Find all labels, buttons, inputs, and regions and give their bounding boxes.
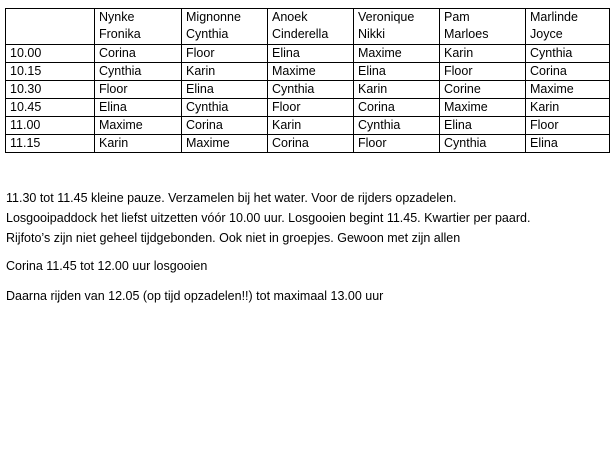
header-cell-group <box>182 9 268 45</box>
table-cell: Karin <box>182 63 268 81</box>
table-cell: Corina <box>354 99 440 117</box>
header-cell-group <box>95 9 182 45</box>
table-cell: Corina <box>182 117 268 135</box>
table-row <box>6 117 610 135</box>
table-cell: Elina <box>268 45 354 63</box>
header-cell-time <box>6 9 95 45</box>
header-name: Mignonne <box>186 10 241 24</box>
time-cell: 10.30 <box>6 81 95 99</box>
header-name: Anoek <box>272 10 308 24</box>
time-cell: 11.00 <box>6 117 95 135</box>
table-cell: Maxime <box>440 99 526 117</box>
table-row <box>6 63 610 81</box>
table-cell: Karin <box>354 81 440 99</box>
lunge-time-paragraph: Corina 11.45 tot 12.00 uur losgooien <box>6 259 208 273</box>
table-cell: Cynthia <box>526 45 610 63</box>
header-name: Pam <box>444 10 470 24</box>
table-cell: Elina <box>182 81 268 99</box>
table-cell: Maxime <box>526 81 610 99</box>
table-cell: Elina <box>95 99 182 117</box>
paragraph-line: Losgooipaddock het liefst uitzetten vóór 10.00 uur. Losgooien begint 11.45. Kwartier per paard. <box>6 211 531 225</box>
table-cell: Corina <box>95 45 182 63</box>
riding-time-paragraph: Daarna rijden van 12.05 (op tijd opzadelen!!) tot maximaal 13.00 uur <box>6 289 384 303</box>
table-cell: Elina <box>526 135 610 153</box>
time-cell: 10.15 <box>6 63 95 81</box>
table-header-row <box>6 9 610 45</box>
table-cell: Cynthia <box>95 63 182 81</box>
table-cell: Floor <box>354 135 440 153</box>
header-cell-group <box>526 9 610 45</box>
table-cell: Maxime <box>268 63 354 81</box>
time-cell: 11.15 <box>6 135 95 153</box>
schedule-notes-paragraph <box>6 188 606 248</box>
table-row <box>6 45 610 63</box>
table-cell: Corina <box>268 135 354 153</box>
header-name: Veronique <box>358 10 415 24</box>
time-cell: 10.45 <box>6 99 95 117</box>
header-name: Nikki <box>358 27 386 41</box>
header-cell-group <box>440 9 526 45</box>
schedule-table <box>5 8 610 153</box>
table-cell: Floor <box>440 63 526 81</box>
table-row <box>6 81 610 99</box>
header-name: Joyce <box>530 27 563 41</box>
paragraph-line: 11.30 tot 11.45 kleine pauze. Verzamelen bij het water. Voor de rijders opzadelen. <box>6 191 457 205</box>
table-cell: Corine <box>440 81 526 99</box>
header-name: Cinderella <box>272 27 329 41</box>
table-cell: Elina <box>440 117 526 135</box>
header-name: Cynthia <box>186 27 229 41</box>
header-name: Fronika <box>99 27 141 41</box>
table-cell: Cynthia <box>440 135 526 153</box>
header-cell-group <box>354 9 440 45</box>
header-name: Marlinde <box>530 10 578 24</box>
paragraph-line: Rijfoto’s zijn niet geheel tijdgebonden. Ook niet in groepjes. Gewoon met zijn allen <box>6 231 461 245</box>
table-cell: Cynthia <box>354 117 440 135</box>
table-cell: Karin <box>268 117 354 135</box>
table-cell: Floor <box>182 45 268 63</box>
table-cell: Floor <box>95 81 182 99</box>
table-cell: Karin <box>440 45 526 63</box>
table-cell: Floor <box>526 117 610 135</box>
table-row <box>6 135 610 153</box>
table-cell: Karin <box>526 99 610 117</box>
table-cell: Karin <box>95 135 182 153</box>
header-name: Nynke <box>99 10 135 24</box>
table-cell: Elina <box>354 63 440 81</box>
table-cell: Maxime <box>354 45 440 63</box>
table-cell: Floor <box>268 99 354 117</box>
table-cell: Maxime <box>95 117 182 135</box>
header-name: Marloes <box>444 27 489 41</box>
table-row <box>6 99 610 117</box>
table-cell: Corina <box>526 63 610 81</box>
table-cell: Cynthia <box>182 99 268 117</box>
header-cell-group <box>268 9 354 45</box>
table-cell: Maxime <box>182 135 268 153</box>
table-cell: Cynthia <box>268 81 354 99</box>
time-cell: 10.00 <box>6 45 95 63</box>
